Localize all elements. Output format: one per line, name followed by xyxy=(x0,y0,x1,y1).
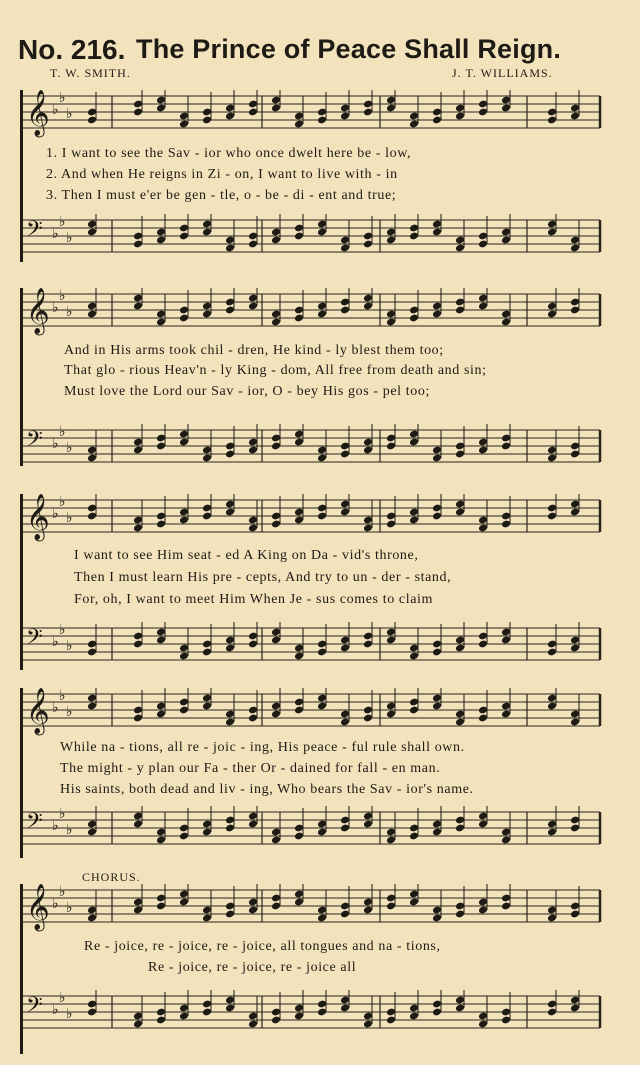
flat-icon: ♭ xyxy=(66,510,73,526)
treble-staff xyxy=(22,884,602,934)
flat-icon: ♭ xyxy=(59,494,66,510)
verse-1-line: While na - tions, all re - joic - ing, His peace - ful rule shall own. xyxy=(60,740,465,755)
flat-icon: ♭ xyxy=(52,226,59,242)
flat-icon: ♭ xyxy=(66,106,73,122)
flat-icon: ♭ xyxy=(52,634,59,650)
flat-icon: ♭ xyxy=(59,884,66,900)
treble-staff xyxy=(22,90,602,140)
flat-icon: ♭ xyxy=(66,900,73,916)
hymn-number: No. 216. xyxy=(18,34,126,65)
flat-icon: ♭ xyxy=(66,638,73,654)
flat-icon: ♭ xyxy=(52,506,59,522)
verse-3-line: Must love the Lord our Sav - ior, O - bey His gos - pel too; xyxy=(64,384,430,399)
flat-icon: ♭ xyxy=(66,440,73,456)
bass-staff xyxy=(22,806,602,856)
flat-icon: ♭ xyxy=(59,622,66,638)
chorus-line-2: Re - joice, re - joice, re - joice all xyxy=(148,960,357,975)
bass-clef-icon: 𝄢 xyxy=(26,809,43,839)
verse-1-line: And in His arms took chil - dren, He kind - ly blest them too; xyxy=(64,343,444,358)
verse-2-line: 2. And when He reigns in Zi - on, I want to live with - in xyxy=(46,167,398,182)
treble-staff xyxy=(22,288,602,338)
flat-icon: ♭ xyxy=(59,288,66,304)
flat-icon: ♭ xyxy=(59,688,66,704)
treble-clef-icon: 𝄞 xyxy=(26,884,50,930)
verse-3-line: His saints, both dead and liv - ing, Who bears the Sav - ior's name. xyxy=(60,782,474,797)
bass-clef-icon: 𝄢 xyxy=(26,993,43,1023)
flat-icon: ♭ xyxy=(66,230,73,246)
flat-icon: ♭ xyxy=(66,822,73,838)
music-credit: J. T. WILLIAMS. xyxy=(452,66,553,80)
verse-3-line: 3. Then I must e'er be gen - tle, o - be - di - ent and true; xyxy=(46,188,397,203)
bass-staff xyxy=(22,214,602,264)
verse-2-line: The might - y plan our Fa - ther Or - dained for fall - en man. xyxy=(60,761,441,776)
verse-1-line: I want to see Him seat - ed A King on Da - vid's throne, xyxy=(74,548,419,563)
hymn-header xyxy=(18,34,628,70)
bass-staff xyxy=(22,990,602,1040)
flat-icon: ♭ xyxy=(59,424,66,440)
bass-clef-icon: 𝄢 xyxy=(26,427,43,457)
flat-icon: ♭ xyxy=(66,304,73,320)
flat-icon: ♭ xyxy=(66,704,73,720)
verse-2-line: That glo - rious Heav'n - ly King - dom, All free from death and sin; xyxy=(64,363,487,378)
treble-clef-icon: 𝄞 xyxy=(26,288,50,334)
flat-icon: ♭ xyxy=(52,300,59,316)
flat-icon: ♭ xyxy=(59,806,66,822)
flat-icon: ♭ xyxy=(59,990,66,1006)
flat-icon: ♭ xyxy=(52,1002,59,1018)
hymn-title: The Prince of Peace Shall Reign. xyxy=(136,34,562,64)
flat-icon: ♭ xyxy=(66,1006,73,1022)
chorus-line-1: Re - joice, re - joice, re - joice, all tongues and na - tions, xyxy=(84,939,441,954)
verse-2-line: Then I must learn His pre - cepts, And try to un - der - stand, xyxy=(74,570,452,585)
treble-clef-icon: 𝄞 xyxy=(26,90,50,136)
flat-icon: ♭ xyxy=(59,214,66,230)
chorus-label: CHORUS. xyxy=(82,870,141,884)
flat-icon: ♭ xyxy=(52,896,59,912)
flat-icon: ♭ xyxy=(59,90,66,106)
flat-icon: ♭ xyxy=(52,436,59,452)
verse-1-line: 1. I want to see the Sav - ior who once dwelt here be - low, xyxy=(46,146,412,161)
flat-icon: ♭ xyxy=(52,700,59,716)
bass-staff xyxy=(22,622,602,672)
treble-clef-icon: 𝄞 xyxy=(26,688,50,734)
treble-staff xyxy=(22,688,602,738)
treble-clef-icon: 𝄞 xyxy=(26,494,50,540)
treble-staff xyxy=(22,494,602,544)
bass-clef-icon: 𝄢 xyxy=(26,217,43,247)
flat-icon: ♭ xyxy=(52,818,59,834)
bass-staff xyxy=(22,424,602,474)
words-credit: T. W. SMITH. xyxy=(50,66,131,80)
verse-3-line: For, oh, I want to meet Him When Je - sus comes to claim xyxy=(74,592,433,607)
bass-clef-icon: 𝄢 xyxy=(26,625,43,655)
flat-icon: ♭ xyxy=(52,102,59,118)
